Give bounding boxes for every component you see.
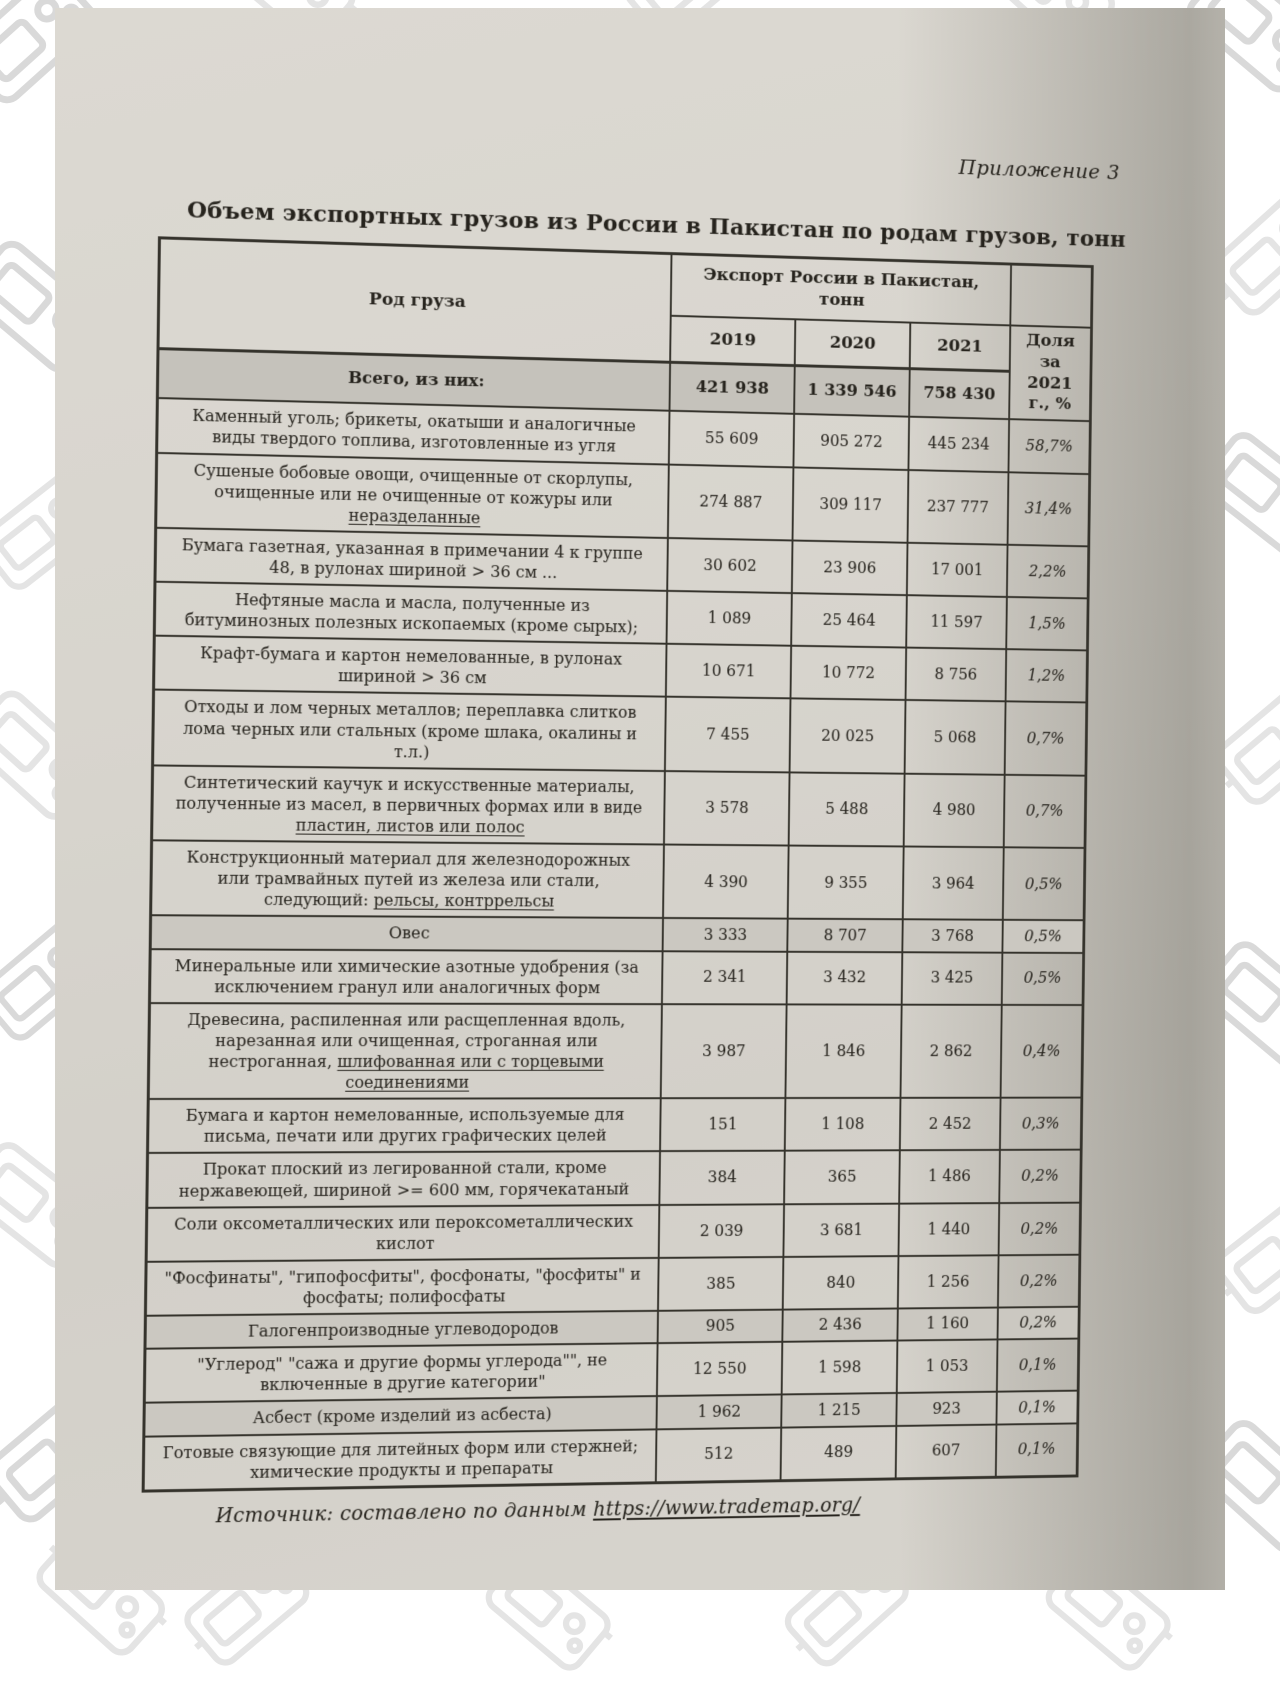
cargo-type-label: Соли оксометаллических или пероксометаллических кислот	[173, 1211, 634, 1253]
value-cell-2020: 5 488	[789, 772, 905, 846]
value-cell-2019: 4 390	[663, 845, 789, 919]
value-cell-2021: 3 425	[902, 952, 1003, 1005]
table-row	[146, 1202, 1080, 1261]
cargo-type-label: Отходы и лом черных металлов; переплавка слитков лома черных или стальных (кроме шлака, окалины и т.л.)	[182, 697, 638, 762]
value-cell-2019: 274 887	[668, 464, 794, 540]
value-cell-2019: 7 455	[665, 697, 791, 772]
value-cell-2019: 905	[658, 1310, 783, 1344]
value-cell-2020: 9 355	[788, 846, 904, 920]
table-body	[143, 398, 1090, 1491]
value-cell-2020: 489	[781, 1426, 896, 1481]
share-cell: 0,5%	[1002, 920, 1084, 952]
value-cell-2019: 512	[656, 1427, 782, 1482]
cargo-type-cell	[152, 765, 665, 844]
value-cell-2019: 12 550	[657, 1342, 783, 1396]
value-cell-2019: 3 333	[663, 918, 788, 951]
value-cell-2021: 445 234	[908, 417, 1009, 472]
source-prefix: Источник: составлено по данным	[215, 1496, 594, 1528]
cargo-type-cell	[155, 528, 668, 591]
table-row	[153, 690, 1087, 775]
value-cell-2019: 1 089	[666, 591, 792, 646]
table-row	[150, 916, 1084, 953]
table-row	[152, 765, 1086, 848]
cargo-type-label: Готовые связующие для литейных форм или стержней; химические продукты и препараты	[162, 1436, 639, 1482]
share-cell: 0,3%	[1000, 1098, 1082, 1151]
cargo-type-label: Асбест (кроме изделий из асбеста)	[252, 1404, 552, 1428]
cargo-type-cell	[151, 840, 664, 918]
value-cell-2021: 923	[896, 1392, 997, 1425]
table-row	[148, 1098, 1082, 1154]
cargo-type-label: Синтетический каучук и искусственные материалы, полученные из масел, в первичных формах или в виде	[175, 772, 643, 817]
table-row	[151, 840, 1085, 920]
value-cell-2020: 1 846	[786, 1004, 902, 1098]
value-cell-2020: 309 117	[793, 467, 909, 543]
totals-value-2021: 758 430	[909, 369, 1010, 420]
cargo-type-label: Бумага газетная, указанная в примечании 4 к группе 48, в рулонах шириной > 36 см ...	[181, 535, 643, 582]
source-line	[216, 1487, 1168, 1527]
value-cell-2019: 151	[660, 1098, 786, 1151]
value-cell-2019: 384	[659, 1151, 785, 1205]
col-header-2020: 2020	[795, 319, 910, 369]
cargo-type-label: Крафт-бумага и картон немелованные, в рулонах шириной > 36 см	[200, 643, 623, 688]
value-cell-2019: 10 671	[666, 644, 792, 699]
page-title: Объем экспортных грузов из России в Пакистан по родам грузов, тонн	[186, 196, 1126, 253]
value-cell-2021: 2 452	[900, 1098, 1001, 1151]
cargo-type-label: Галогенпроизводные углеводородов	[247, 1318, 559, 1341]
share-cell: 58,7%	[1008, 419, 1090, 473]
cargo-type-cell	[156, 452, 669, 537]
table-row	[145, 1255, 1079, 1316]
col-header-share: Доля за 2021 г., %	[1009, 325, 1091, 421]
value-cell-2020: 23 906	[792, 540, 907, 595]
cargo-type-cell	[144, 1343, 657, 1403]
header-corner-cell	[1010, 264, 1092, 327]
value-cell-2021: 11 597	[906, 595, 1007, 649]
cargo-type-label: "Углерод" "сажа и другие формы углерода"", не включенные в другие категории"	[197, 1350, 608, 1395]
cargo-type-cell	[145, 1258, 658, 1316]
cargo-type-label: Каменный уголь; брикеты, окатыши и аналогичные виды твердого топлива, изготовленные из угля	[192, 406, 636, 456]
export-table	[142, 236, 1094, 1492]
value-cell-2019: 1 962	[656, 1395, 781, 1429]
cargo-type-label-underlined: пластин, листов или полос	[295, 815, 525, 837]
value-cell-2020: 3 681	[784, 1203, 899, 1257]
cargo-type-cell	[143, 1429, 656, 1491]
document-photo	[55, 8, 1225, 1590]
cargo-type-label-underlined: неразделанные	[348, 505, 481, 528]
header-row-groups	[159, 238, 1093, 328]
value-cell-2019: 2 039	[659, 1204, 785, 1258]
share-cell: 0,2%	[998, 1202, 1080, 1255]
share-cell: 0,7%	[1005, 702, 1087, 776]
col-header-2019: 2019	[670, 316, 796, 366]
value-cell-2021: 1 256	[898, 1255, 999, 1308]
cargo-type-cell	[148, 1098, 661, 1153]
document-sheet	[55, 8, 1186, 1590]
share-cell: 31,4%	[1007, 472, 1089, 546]
cargo-type-label: Сушеные бобовые овощи, очищенные от скорлупы, очищенные или не очищенные от кожуры или	[193, 460, 634, 510]
value-cell-2021: 8 756	[905, 648, 1006, 702]
annex-label: Приложение 3	[958, 155, 1120, 185]
share-cell: 0,5%	[1003, 847, 1085, 920]
value-cell-2020: 1 598	[782, 1341, 897, 1395]
cargo-type-cell	[154, 636, 667, 697]
cargo-type-cell	[147, 1152, 660, 1208]
share-cell: 1,2%	[1005, 649, 1087, 703]
cargo-type-label: Прокат плоский из легированной стали, кроме нержавеющей, шириной >= 600 мм, горячекатаный	[178, 1158, 630, 1201]
share-cell: 0,1%	[996, 1391, 1078, 1424]
col-header-export-group: Экспорт России в Пакистан, тонн	[671, 254, 1011, 326]
share-cell: 0,7%	[1004, 775, 1086, 848]
share-cell: 0,5%	[1002, 952, 1084, 1005]
cargo-type-label: Минеральные или химические азотные удобрения (за исключением гранул или аналогичных форм	[174, 955, 639, 997]
value-cell-2020: 1 108	[785, 1098, 900, 1151]
totals-value-2019: 421 938	[669, 362, 795, 414]
value-cell-2021: 4 980	[904, 774, 1005, 848]
value-cell-2019: 30 602	[667, 538, 793, 593]
share-cell: 1,5%	[1006, 597, 1088, 651]
value-cell-2020: 25 464	[791, 593, 906, 648]
value-cell-2021: 1 440	[898, 1203, 999, 1256]
table-row	[147, 1150, 1081, 1207]
col-header-2021: 2021	[910, 322, 1011, 371]
value-cell-2020: 365	[784, 1151, 899, 1204]
value-cell-2019: 3 578	[664, 771, 790, 846]
cargo-type-cell	[153, 690, 666, 771]
cargo-type-cell	[148, 1003, 662, 1099]
value-cell-2021: 3 768	[902, 920, 1002, 953]
share-cell: 0,1%	[997, 1339, 1079, 1392]
value-cell-2021: 607	[896, 1424, 997, 1479]
value-cell-2020: 2 436	[783, 1309, 898, 1342]
share-cell: 0,4%	[1000, 1005, 1083, 1098]
share-cell: 2,2%	[1007, 545, 1089, 599]
cargo-type-label: Древесина, распиленная или расщепленная вдоль, нарезанная или очищенная, строганная или нестроганная,	[187, 1009, 626, 1072]
value-cell-2020: 3 432	[787, 951, 902, 1004]
value-cell-2019: 55 609	[669, 411, 795, 467]
value-cell-2021: 17 001	[907, 543, 1008, 597]
value-cell-2021: 3 964	[903, 847, 1004, 921]
cargo-type-label: Бумага и картон немелованные, используемые для письма, печати или других графических целей	[185, 1105, 625, 1147]
value-cell-2020: 905 272	[794, 414, 909, 469]
cargo-type-label: Овес	[388, 923, 430, 943]
cargo-type-cell	[149, 949, 662, 1004]
value-cell-2021: 1 486	[899, 1150, 1000, 1203]
value-cell-2020: 840	[783, 1256, 898, 1310]
share-cell: 0,1%	[996, 1423, 1078, 1477]
cargo-type-label: Конструкционный материал для железнодорожных или трамвайных путей из железа или стали, следующий:	[186, 847, 631, 910]
value-cell-2020: 1 215	[781, 1393, 896, 1427]
share-cell: 0,2%	[998, 1255, 1080, 1308]
value-cell-2020: 20 025	[790, 699, 906, 774]
value-cell-2021: 5 068	[904, 700, 1005, 774]
value-cell-2020: 10 772	[791, 646, 906, 700]
value-cell-2021: 2 862	[900, 1004, 1001, 1098]
table-row	[149, 949, 1083, 1005]
cargo-type-label-underlined: рельсы, контррельсы	[373, 891, 555, 911]
cargo-type-cell	[146, 1205, 659, 1262]
value-cell-2021: 1 160	[897, 1308, 998, 1341]
value-cell-2021: 1 053	[897, 1340, 998, 1394]
value-cell-2021: 237 777	[907, 470, 1008, 545]
share-cell: 0,2%	[999, 1150, 1081, 1203]
value-cell-2019: 385	[658, 1257, 784, 1311]
cargo-type-cell	[154, 582, 667, 644]
col-header-cargo-type: Род груза	[158, 238, 671, 362]
cargo-type-label: Нефтяные масла и масла, полученные из битуминозных полезных ископаемых (кроме сырых);	[184, 590, 639, 637]
cargo-type-cell	[150, 916, 663, 951]
totals-value-2020: 1 339 546	[794, 366, 909, 417]
value-cell-2020: 8 707	[788, 919, 903, 952]
table-row	[148, 1003, 1083, 1099]
cargo-type-label: "Фосфинаты", "гипофосфиты", фосфонаты, "фосфиты" и фосфаты; полифосфаты	[164, 1264, 641, 1308]
value-cell-2019: 2 341	[662, 951, 788, 1004]
value-cell-2019: 3 987	[661, 1004, 787, 1098]
totals-label: Всего, из них:	[157, 349, 670, 411]
source-link: https://www.trademap.org/	[593, 1492, 861, 1521]
cargo-type-label-underlined: шлифованная или с торцевыми соединениями	[337, 1052, 605, 1092]
share-cell: 0,2%	[997, 1307, 1079, 1340]
